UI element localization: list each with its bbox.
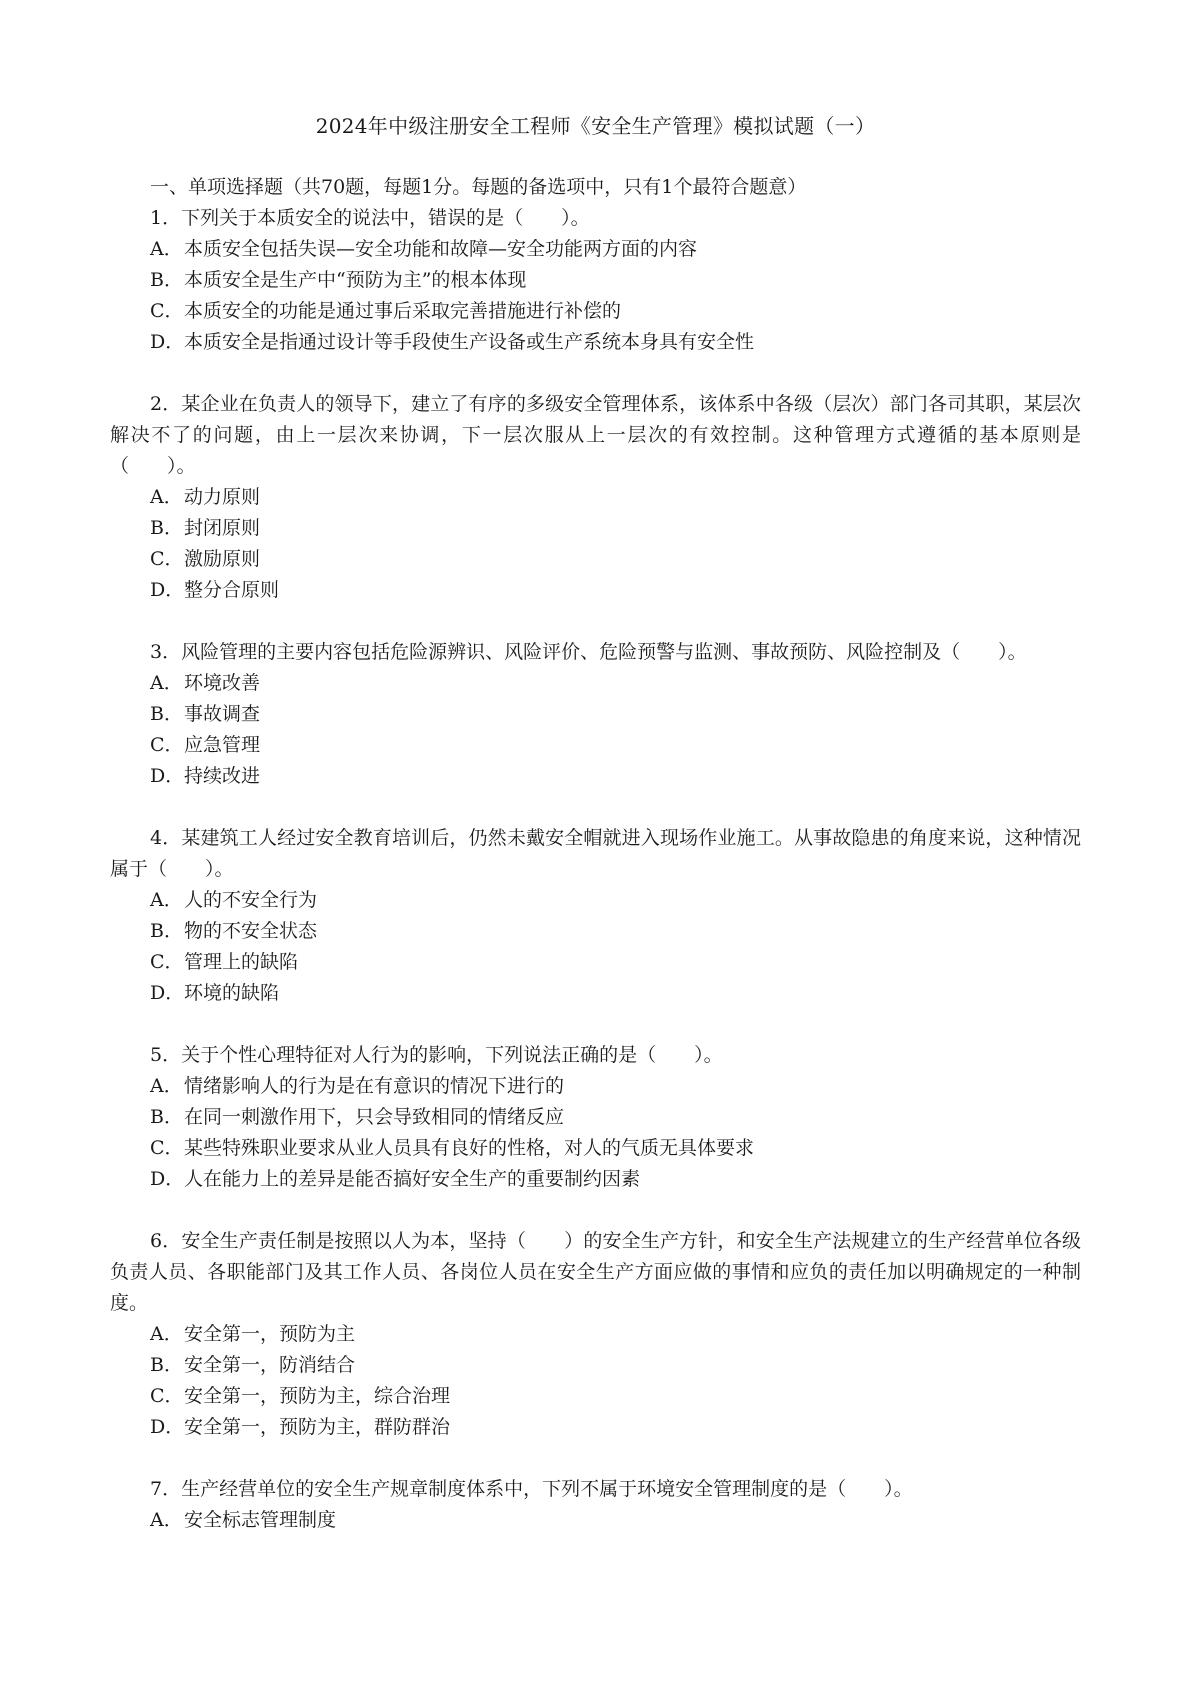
- option-letter: B．: [150, 269, 183, 291]
- option-letter: C．: [150, 1137, 184, 1159]
- option-list: [110, 482, 1081, 606]
- option-letter: C．: [150, 548, 184, 570]
- option-a: [110, 234, 1081, 265]
- option-d: [110, 978, 1081, 1009]
- option-text: 某些特殊职业要求从业人员具有良好的性格，对人的气质无具体要求: [184, 1137, 755, 1159]
- question-4: [110, 823, 1081, 1009]
- option-text: 整分合原则: [184, 579, 280, 601]
- option-letter: B．: [150, 1354, 183, 1376]
- option-letter: A．: [150, 238, 183, 260]
- option-a: [110, 1319, 1081, 1350]
- question-5: [110, 1040, 1081, 1195]
- option-list: [110, 1071, 1081, 1195]
- option-letter: D．: [150, 765, 185, 787]
- question-6: [110, 1226, 1081, 1443]
- option-text: 本质安全的功能是通过事后采取完善措施进行补偿的: [184, 300, 622, 322]
- question-stem: 1．下列关于本质安全的说法中，错误的是（ ）。: [150, 207, 590, 229]
- option-letter: A．: [150, 1075, 183, 1097]
- option-d: [110, 1412, 1081, 1443]
- option-text: 本质安全包括失误—安全功能和故障—安全功能两方面的内容: [184, 238, 698, 260]
- option-list: [110, 234, 1081, 358]
- option-text: 情绪影响人的行为是在有意识的情况下进行的: [184, 1075, 565, 1097]
- question-stem: 4．某建筑工人经过安全教育培训后，仍然未戴安全帽就进入现场作业施工。从事故隐患的角度来说，这种情况属于（ ）。: [110, 827, 1081, 880]
- option-letter: A．: [150, 672, 183, 694]
- question-stem: 6．安全生产责任制是按照以人为本，坚持（ ）的安全生产方针，和安全生产法规建立的生产经营单位各级负责人员、各职能部门及其工作人员、各岗位人员在安全生产方面应做的事情和应负的责任加以明确规定的一种制度。: [110, 1230, 1081, 1314]
- section-heading: 一、单项选择题（共70题，每题1分。每题的备选项中，只有1个最符合题意）: [150, 176, 807, 198]
- option-text: 安全第一，预防为主，群防群治: [184, 1416, 451, 1438]
- option-b: [110, 265, 1081, 296]
- option-letter: A．: [150, 1323, 183, 1345]
- option-letter: D．: [150, 331, 185, 353]
- option-letter: B．: [150, 920, 183, 942]
- option-text: 动力原则: [184, 486, 261, 508]
- option-letter: D．: [150, 1416, 185, 1438]
- option-text: 持续改进: [184, 765, 261, 787]
- option-b: [110, 699, 1081, 730]
- option-text: 事故调查: [184, 703, 261, 725]
- option-list: [110, 668, 1081, 792]
- option-b: [110, 513, 1081, 544]
- question-2: [110, 389, 1081, 606]
- option-text: 物的不安全状态: [184, 920, 318, 942]
- option-text: 本质安全是指通过设计等手段使生产设备或生产系统本身具有安全性: [184, 331, 755, 353]
- option-d: [110, 1164, 1081, 1195]
- document-title: 2024年中级注册安全工程师《安全生产管理》模拟试题（一）: [315, 114, 876, 138]
- option-letter: D．: [150, 1168, 185, 1190]
- question-stem: 5．关于个性心理特征对人行为的影响，下列说法正确的是（ ）。: [150, 1044, 723, 1066]
- option-letter: C．: [150, 734, 184, 756]
- option-a: [110, 668, 1081, 699]
- option-c: [110, 1381, 1081, 1412]
- option-text: 人在能力上的差异是能否搞好安全生产的重要制约因素: [184, 1168, 641, 1190]
- option-d: [110, 761, 1081, 792]
- option-c: [110, 730, 1081, 761]
- option-text: 环境的缺陷: [184, 982, 280, 1004]
- option-text: 应急管理: [184, 734, 261, 756]
- option-text: 人的不安全行为: [184, 889, 318, 911]
- option-text: 封闭原则: [184, 517, 261, 539]
- option-c: [110, 544, 1081, 575]
- option-text: 本质安全是生产中“预防为主”的根本体现: [184, 269, 527, 291]
- option-text: 在同一刺激作用下，只会导致相同的情绪反应: [184, 1106, 565, 1128]
- option-a: [110, 1505, 1081, 1536]
- option-a: [110, 885, 1081, 916]
- option-list: [110, 1319, 1081, 1443]
- option-letter: D．: [150, 982, 185, 1004]
- option-c: [110, 296, 1081, 327]
- question-list: [110, 203, 1081, 1536]
- option-letter: B．: [150, 1106, 183, 1128]
- option-c: [110, 1133, 1081, 1164]
- question-7: [110, 1474, 1081, 1536]
- option-letter: A．: [150, 486, 183, 508]
- option-letter: B．: [150, 703, 183, 725]
- question-stem: 7．生产经营单位的安全生产规章制度体系中，下列不属于环境安全管理制度的是（ ）。: [150, 1478, 913, 1500]
- option-text: 激励原则: [184, 548, 261, 570]
- option-letter: C．: [150, 951, 184, 973]
- option-d: [110, 575, 1081, 606]
- option-text: 安全第一，预防为主: [184, 1323, 356, 1345]
- option-letter: A．: [150, 889, 183, 911]
- question-stem: 2．某企业在负责人的领导下，建立了有序的多级安全管理体系，该体系中各级（层次）部门各司其职，某层次解决不了的问题，由上一层次来协调，下一层次服从上一层次的有效控制。这种管理方式遵循的基本原则是（ ）。: [110, 393, 1081, 477]
- option-b: [110, 1350, 1081, 1381]
- option-letter: A．: [150, 1509, 183, 1531]
- option-a: [110, 1071, 1081, 1102]
- option-b: [110, 1102, 1081, 1133]
- option-b: [110, 916, 1081, 947]
- option-text: 安全第一，防消结合: [184, 1354, 356, 1376]
- question-3: [110, 637, 1081, 792]
- option-text: 环境改善: [184, 672, 261, 694]
- option-c: [110, 947, 1081, 978]
- option-a: [110, 482, 1081, 513]
- option-text: 安全第一，预防为主，综合治理: [184, 1385, 451, 1407]
- option-letter: C．: [150, 300, 184, 322]
- option-list: [110, 1505, 1081, 1536]
- option-list: [110, 885, 1081, 1009]
- option-text: 管理上的缺陷: [184, 951, 299, 973]
- option-letter: B．: [150, 517, 183, 539]
- option-text: 安全标志管理制度: [184, 1509, 337, 1531]
- question-1: [110, 203, 1081, 358]
- question-stem: 3．风险管理的主要内容包括危险源辨识、风险评价、危险预警与监测、事故预防、风险控制及（ ）。: [150, 641, 1027, 663]
- option-letter: C．: [150, 1385, 184, 1407]
- option-d: [110, 327, 1081, 358]
- option-letter: D．: [150, 579, 185, 601]
